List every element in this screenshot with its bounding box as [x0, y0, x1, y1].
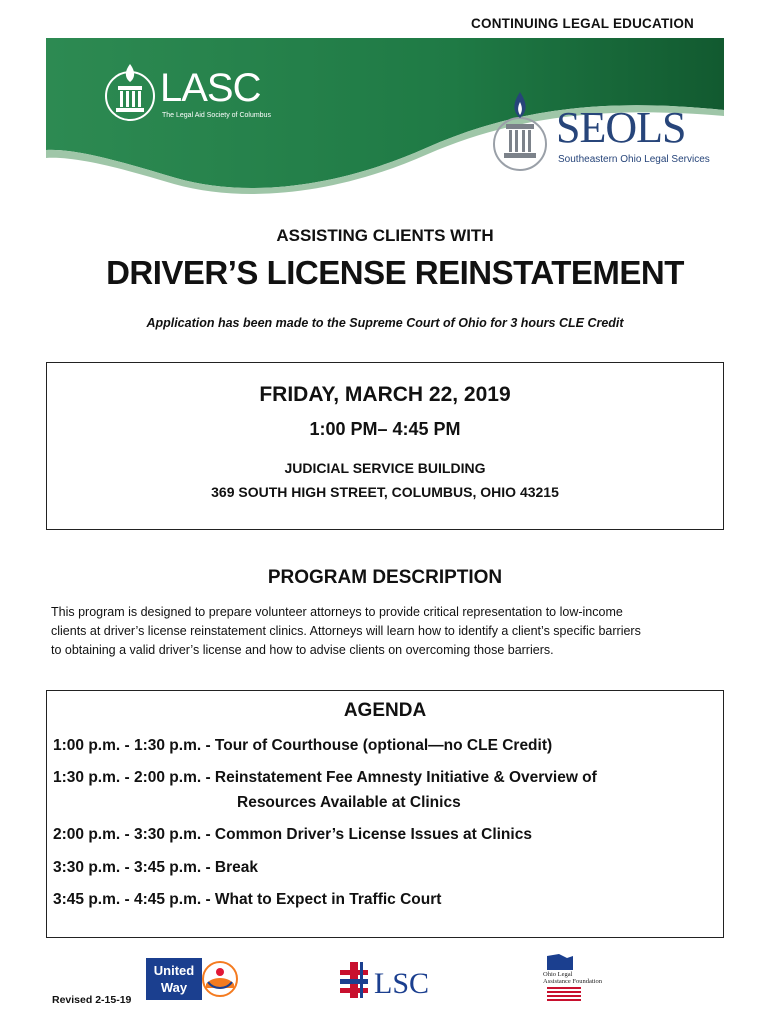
olaf-mark: [543, 952, 633, 1002]
cle-header: CONTINUING LEGAL EDUCATION: [471, 16, 694, 31]
seols-name: SEOLS: [556, 103, 686, 152]
program-line: clients at driver’s license reinstatement clinics. Attorneys will learn how to identify a client’s specific barriers: [51, 624, 641, 638]
olaf-line1: Ohio Legal: [543, 971, 573, 978]
cle-credit-note: Application has been made to the Supreme Court of Ohio for 3 hours CLE Credit: [146, 316, 624, 330]
program-line: This program is designed to prepare volunteer attorneys to provide critical representation to low-income: [51, 605, 623, 619]
event-subtitle: ASSISTING CLIENTS WITH: [276, 226, 494, 245]
united-way-line1: United: [153, 963, 195, 978]
united-way-logo: [146, 958, 238, 1000]
lsc-logo: [338, 960, 438, 1000]
lsc-name: LSC: [374, 967, 430, 1000]
event-details-box: [46, 362, 724, 530]
lsc-mark: [338, 960, 438, 1000]
event-address: 369 SOUTH HIGH STREET, COLUMBUS, OHIO 43215: [211, 484, 559, 500]
olaf-line2: Assistance Foundation: [543, 978, 603, 985]
event-title: DRIVER’S LICENSE REINSTATEMENT: [106, 254, 684, 291]
agenda-item-continuation: Resources Available at Clinics: [237, 794, 461, 811]
event-time: 1:00 PM– 4:45 PM: [309, 419, 461, 439]
agenda-box: [46, 690, 724, 938]
event-date: FRIDAY, MARCH 22, 2019: [259, 383, 511, 406]
program-line: to obtaining a valid driver’s license and how to advise clients on overcoming those barriers.: [51, 643, 554, 657]
agenda-heading: AGENDA: [343, 700, 427, 721]
lasc-subtitle: The Legal Aid Society of Columbus: [162, 112, 271, 119]
united-way-line2: Way: [160, 980, 188, 995]
agenda-item: 2:00 p.m. - 3:30 p.m. - Common Driver’s License Issues at Clinics: [53, 826, 532, 843]
seols-subtitle: Southeastern Ohio Legal Services: [558, 154, 710, 165]
lasc-logo: [100, 58, 270, 128]
revised-date: Revised 2-15-19: [52, 994, 132, 1006]
united-way-mark: [146, 958, 238, 1000]
olaf-logo: [543, 952, 633, 1002]
seols-logo: [488, 88, 710, 178]
program-heading: PROGRAM DESCRIPTION: [267, 567, 503, 588]
lasc-name: LASC: [160, 66, 261, 110]
seols-torch-icon: [488, 88, 550, 174]
program-description: [51, 603, 721, 660]
event-building: JUDICIAL SERVICE BUILDING: [284, 460, 486, 476]
agenda-item: 1:00 p.m. - 1:30 p.m. - Tour of Courthouse (optional—no CLE Credit): [53, 737, 553, 754]
lasc-torch-icon: [100, 58, 158, 124]
agenda-item: 3:30 p.m. - 3:45 p.m. - Break: [53, 859, 259, 876]
agenda-item: 1:30 p.m. - 2:00 p.m. - Reinstatement Fee Amnesty Initiative & Overview of: [53, 769, 597, 786]
agenda-item: 3:45 p.m. - 4:45 p.m. - What to Expect in Traffic Court: [53, 891, 442, 908]
